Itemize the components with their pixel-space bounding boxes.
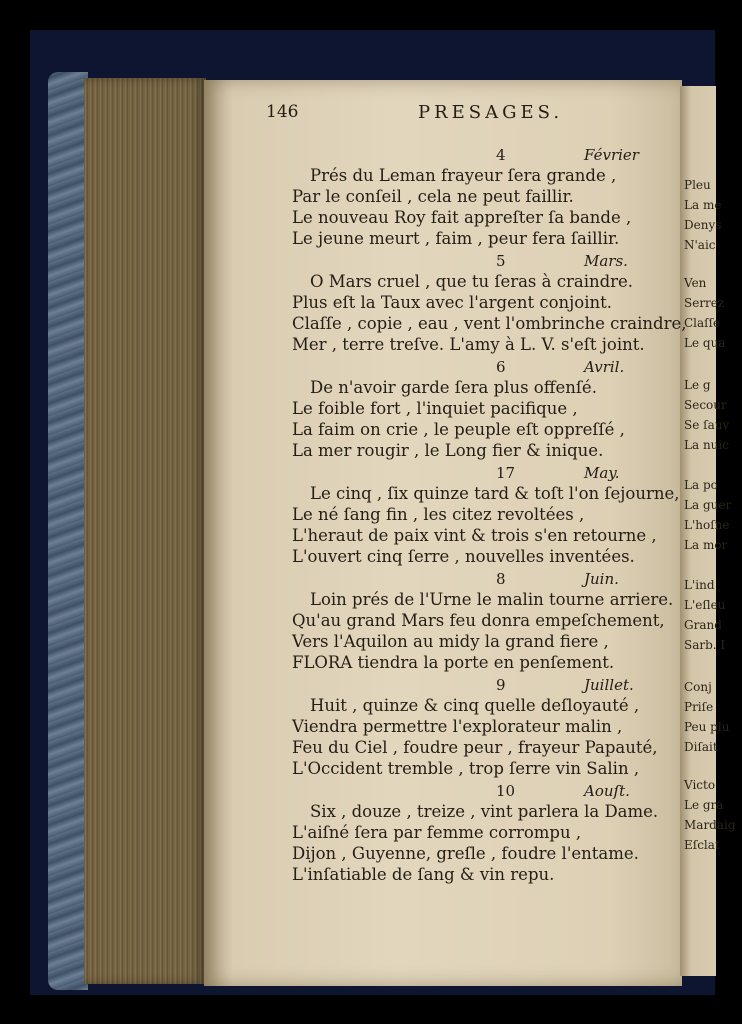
quatrain [204,464,682,566]
verse-line: Viendra permettre l'explorateur malin , [292,717,623,736]
quatrain-month: Avril. [584,358,625,376]
quatrain-number: 9 [496,676,506,694]
quatrain-number: 17 [496,464,516,482]
verse-line: L'heraut de paix vint & trois s'en retourne , [292,526,657,545]
facing-page-fragment: La po [684,478,718,492]
quatrain-number: 8 [496,570,506,588]
page-header [204,102,682,128]
facing-page-fragment: Victo [684,778,716,792]
facing-page-fragment: L'hoſne [684,518,730,532]
verse-line: L'inſatiable de ſang & vin repu. [292,865,555,884]
verse-line: Loin prés de l'Urne le malin tourne arriere. [310,590,674,609]
facing-page-fragment: Priſe [684,700,714,714]
verse-line: Mer , terre treſve. L'amy à L. V. s'eſt joint. [292,335,645,354]
quatrain-heading [204,782,682,802]
facing-page-fragment: Denys [684,218,722,232]
marbled-cover [48,72,88,990]
facing-page-fragment: La me [684,198,722,212]
verse-line: Huit , quinze & cinq quelle deſloyauté , [310,696,640,715]
facing-page-fragment: Sarb. I [684,638,726,652]
verse-line: Par le conſeil , cela ne peut faillir. [292,187,574,206]
facing-page-fragment: Secour [684,398,727,412]
quatrain-number: 10 [496,782,516,800]
verse-line: L'aiſné ſera par femme corrompu , [292,823,582,842]
quatrain [204,782,682,884]
facing-page-fragment: Se ſauv [684,418,730,432]
verse-line: Qu'au grand Mars feu donra empeſchement, [292,611,665,630]
verse-line: FLORA tiendra la porte en penſement. [292,653,615,672]
quatrain-month: Juin. [584,570,619,588]
verse-line: Feu du Ciel , foudre peur , frayeur Papauté, [292,738,658,757]
quatrain [204,358,682,460]
page-text [204,80,687,986]
verse-line: Le foible fort , l'inquiet pacifique , [292,399,578,418]
facing-page-fragment: La mor [684,538,728,552]
verse-line: Claſſe , copie , eau , vent l'ombrinche craindre, [292,314,687,333]
page-number: 146 [266,102,299,122]
quatrain-heading [204,570,682,590]
facing-page-fragment: Peu plu [684,720,730,734]
verse-line: O Mars cruel , que tu ſeras à craindre. [310,272,634,291]
verse-line: L'ouvert cinq ſerre , nouvelles inventées. [292,547,635,566]
facing-page-fragment: Le gra [684,798,724,812]
quatrain-number: 5 [496,252,506,270]
quatrain [204,570,682,672]
facing-page-fragment: L'eſleu [684,598,726,612]
facing-page-fragment: Pleu [684,178,711,192]
running-title: PRESAGES. [418,102,564,123]
quatrain-heading [204,146,682,166]
facing-page-fragment: Le qua [684,336,726,350]
quatrain-number: 4 [496,146,506,164]
verse-line: Le nouveau Roy fait appreſter ſa bande , [292,208,632,227]
verse-line: Dijon , Guyenne, greſle , foudre l'entame. [292,844,639,863]
facing-page-fragment: Le g [684,378,711,392]
quatrain [204,252,687,354]
quatrain-month: Février [584,146,639,164]
facing-page-fragment: Serrez [684,296,725,310]
facing-page-fragment: Diſait [684,740,718,754]
verse-line: Le né ſang fin , les citez revoltées , [292,505,585,524]
facing-page-fragment: Eſclat [684,838,720,852]
quatrain-month: Aouſt. [584,782,630,800]
quatrain-number: 6 [496,358,506,376]
quatrain-month: Juillet. [584,676,634,694]
quatrain-heading [204,252,682,272]
verse-line: Six , douze , treize , vint parlera la Dame. [310,802,659,821]
quatrain [204,146,682,248]
verse-line: L'Occident tremble , trop ſerre vin Salin , [292,759,640,778]
verse-line: La faim on crie , le peuple eſt oppreſſé , [292,420,625,439]
verse-line: Plus eſt la Taux avec l'argent conjoint. [292,293,612,312]
facing-page-fragment: L'ind [684,578,715,592]
verse-line: Vers l'Aquilon au midy la grand fiere , [292,632,609,651]
quatrain-month: Mars. [584,252,628,270]
verse-line: La mer rougir , le Long fier & inique. [292,441,604,460]
verse-line: De n'avoir garde ſera plus offenſé. [310,378,597,397]
facing-page-fragment: Grand [684,618,722,632]
facing-page-fragment: La guer [684,498,732,512]
facing-page-fragment: Mardaig [684,818,736,832]
facing-page-fragment: Conj [684,680,712,694]
page-edges [84,78,206,984]
facing-page [680,86,736,976]
quatrain [204,676,682,778]
verse-line: Le cinq , ſix quinze tard & toſt l'on ſejourne, [310,484,680,503]
quatrain-month: May. [584,464,620,482]
verse-line: Le jeune meurt , faim , peur fera ſaillir. [292,229,620,248]
quatrain-heading [204,464,682,484]
facing-page-fragment: N'aic [684,238,716,252]
verse-line: Prés du Leman frayeur ſera grande , [310,166,617,185]
quatrain-heading [204,676,682,696]
facing-page-fragment: Claſſe [684,316,721,330]
quatrain-heading [204,358,682,378]
facing-page-fragment: La nuic [684,438,729,452]
facing-page-fragment: Ven [684,276,707,290]
